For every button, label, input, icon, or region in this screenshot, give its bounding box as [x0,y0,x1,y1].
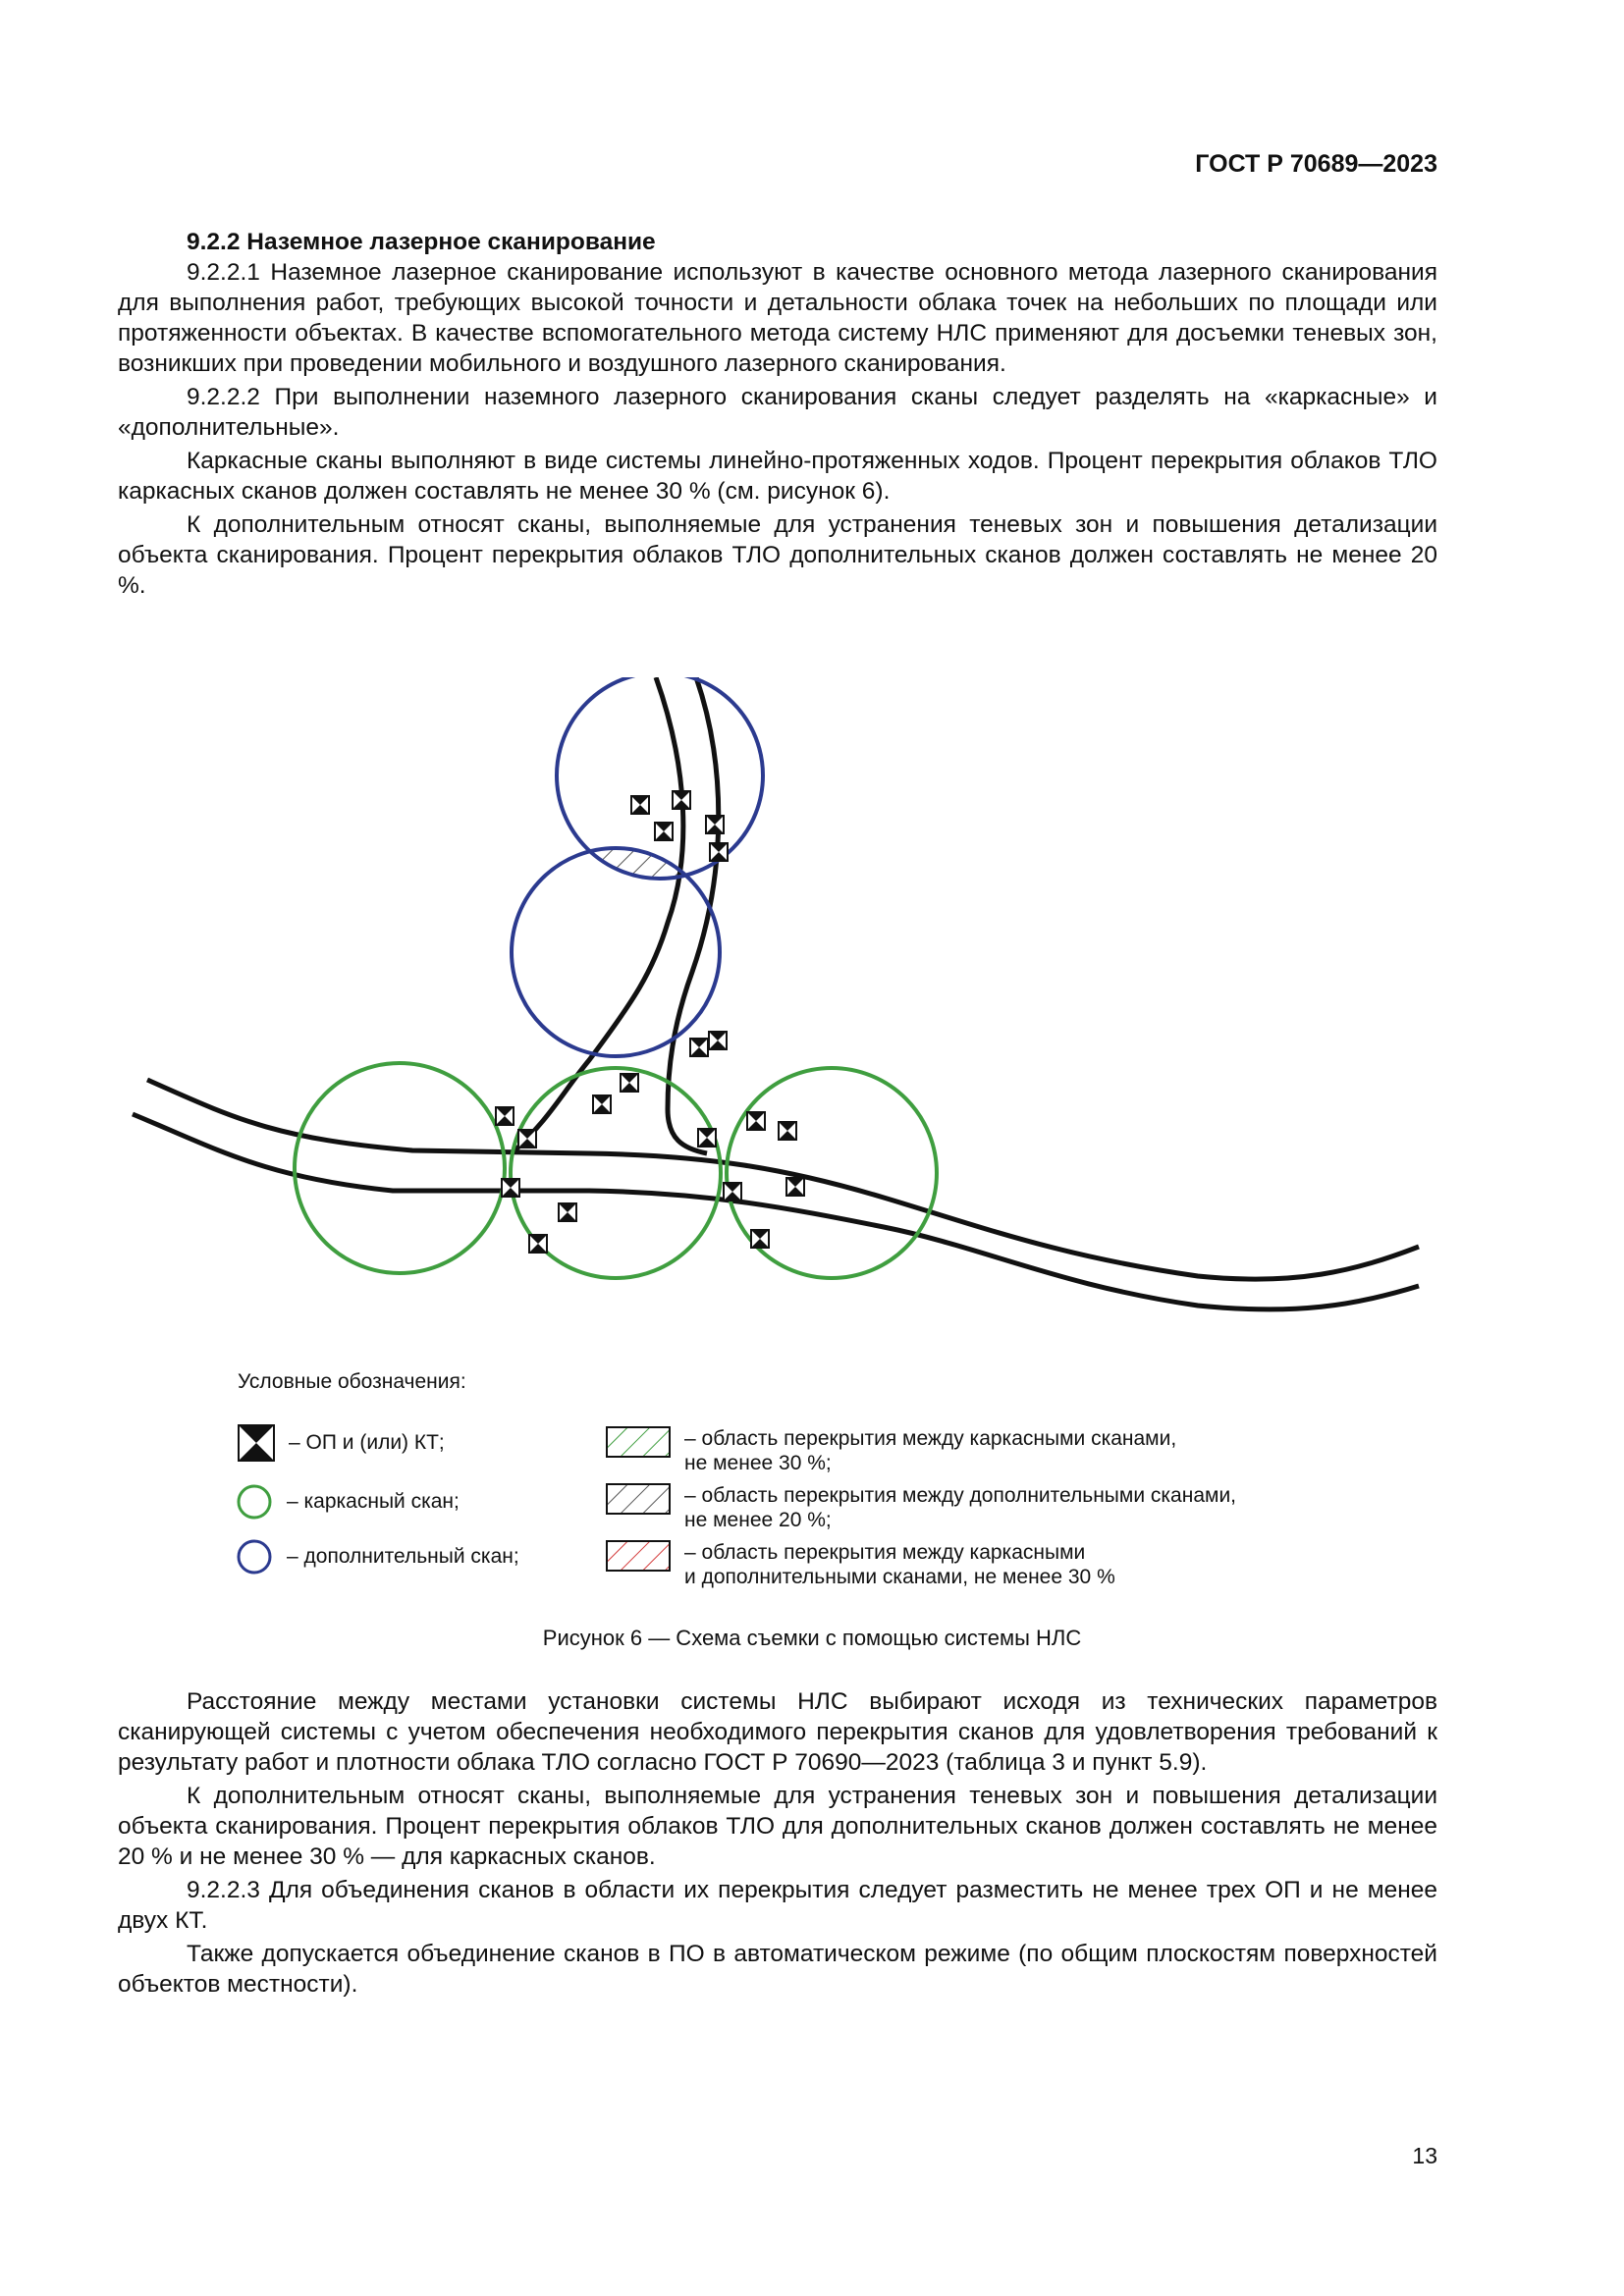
control-point-marker [779,1122,796,1140]
control-point-marker [673,791,690,809]
frame-scan-circles [295,1063,937,1278]
legend-item-frame-scan [236,1483,460,1521]
document-code: ГОСТ Р 70689—2023 [1195,150,1437,178]
control-point-marker [559,1203,576,1221]
legend-item-control-point [238,1424,445,1462]
control-point-marker [698,1129,716,1147]
control-point-marker [518,1130,536,1148]
overlap-frame-scans [511,1068,937,1278]
legend-label: – дополнительный скан; [287,1545,519,1568]
top-text-block [118,227,1437,601]
hatch-green-icon [606,1426,671,1458]
control-point-marker [529,1235,547,1253]
frame-scan-circle [295,1063,505,1273]
legend-item-overlap-additional [606,1483,1236,1532]
legend-label: – каркасный скан; [287,1490,460,1513]
paragraph: 9.2.2.3 Для объединения сканов в области их перекрытия следует разместить не менее трех ОП и не менее двух КТ. [118,1877,1437,1934]
control-point-marker [751,1230,769,1248]
bottom-text-block [118,1686,1437,2000]
paragraph: Также допускается объединение сканов в ПО в автоматическом режиме (по общим плоскостям поверхностей объектов местности). [118,1941,1437,1998]
paragraph: Каркасные сканы выполняют в виде системы линейно-протяженных ходов. Процент перекрытия облаков ТЛО каркасных сканов должен составлять не менее 30 % (см. рисунок 6). [118,448,1437,505]
legend-item-overlap-frame [606,1426,1176,1475]
paragraph: К дополнительным относят сканы, выполняемые для устранения теневых зон и повышения детализации объекта сканирования. Процент перекрытия облаков ТЛО дополнительных сканов должен составлять не менее 20 %. [118,511,1437,599]
scan-scheme-svg [118,677,1492,1394]
legend-label: – область перекрытия между каркасными и дополнительными сканами, не менее 30 % [684,1541,1115,1588]
legend-item-additional-scan [236,1538,519,1575]
control-point-marker [502,1179,519,1197]
figure-diagram [118,677,1492,1394]
legend-label: – ОП и (или) КТ; [289,1431,445,1454]
page-number: 13 [1412,2143,1437,2168]
figure-caption: Рисунок 6 — Схема съемки с помощью системы НЛС [542,1626,1082,1650]
paragraph: 9.2.2.1 Наземное лазерное сканирование используют в качестве основного метода лазерного сканирования для выполнения работ, требующих высокой точности и детальности облака точек на небольших по площади или протяженности объектах. В качестве вспомогательного метода систему НЛС применяют для досъемки теневых зон, возникших при проведении мобильного и воздушного лазерного сканирования. [118,259,1437,377]
control-point-marker [710,843,728,861]
control-point-icon [238,1424,275,1462]
paragraph: Расстояние между местами установки системы НЛС выбирают исходя из технических параметров сканирующей системы с учетом обеспечения необходимого перекрытия сканов для удовлетворения требований к результату работ и плотности облака ТЛО согласно ГОСТ Р 70690—2023 (таблица 3 и пункт 5.9). [118,1688,1437,1776]
legend-title: Условные обозначения: [238,1370,466,1393]
control-point-marker [709,1032,727,1049]
additional-scan-circle [557,677,763,879]
legend-item-overlap-mixed [606,1540,1115,1589]
hatch-gray-icon [606,1483,671,1515]
control-point-marker [724,1183,741,1201]
control-point-marker [631,796,649,814]
control-point-marker [690,1039,708,1056]
green-circle-icon [236,1483,273,1521]
figure-legend [0,1369,1624,1605]
control-point-marker [496,1107,514,1125]
blue-circle-icon [236,1538,273,1575]
control-point-marker [786,1178,804,1196]
control-point-marker [747,1112,765,1130]
control-point-marker [621,1074,638,1092]
section-title: 9.2.2 Наземное лазерное сканирование [187,229,656,255]
control-point-marker [706,816,724,833]
paragraph: К дополнительным относят сканы, выполняемые для устранения теневых зон и повышения детализации объекта сканирования. Процент перекрытия облаков ТЛО для дополнительных сканов должен составлять не менее 20 % и не менее 30 % — для каркасных сканов. [118,1783,1437,1870]
road-lines [133,677,1419,1309]
control-point-marker [655,823,673,840]
paragraph: 9.2.2.2 При выполнении наземного лазерного сканирования сканы следует разделять на «каркасные» и «дополнительные». [118,384,1437,441]
legend-label: – область перекрытия между дополнительными сканами, не менее 20 %; [684,1484,1237,1531]
legend-label: – область перекрытия между каркасными сканами, не менее 30 %; [684,1427,1177,1474]
control-point-marker [593,1095,611,1113]
hatch-red-icon [606,1540,671,1572]
